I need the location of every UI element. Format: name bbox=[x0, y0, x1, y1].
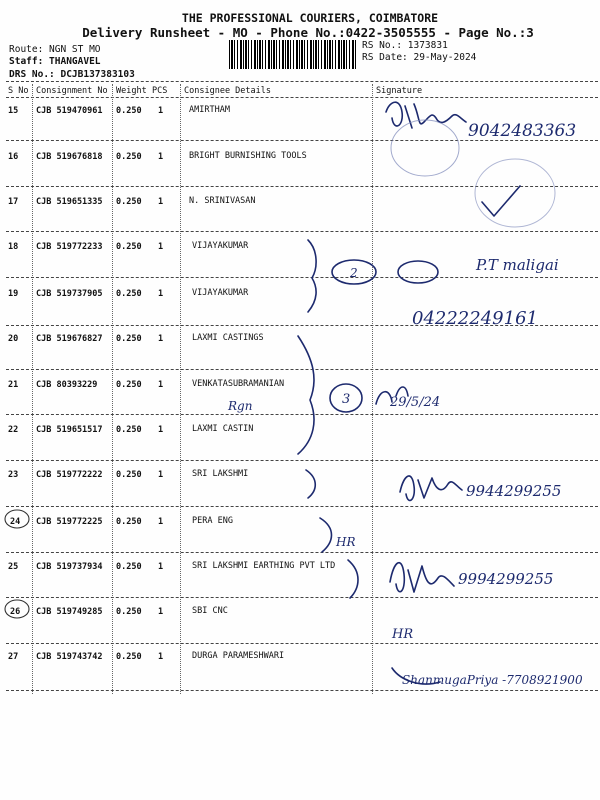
header-bottom-rule bbox=[6, 97, 598, 98]
handwritten-date: 29/5/24 bbox=[390, 395, 441, 410]
bracket-mark bbox=[320, 518, 332, 552]
row-consignee: LAXMI CASTINGS bbox=[192, 333, 264, 343]
handwritten-note: HR bbox=[392, 627, 414, 642]
row-sno: 22 bbox=[8, 425, 19, 435]
col-header-signature: Signature bbox=[376, 86, 423, 96]
row-consignee: SBI CNC bbox=[192, 606, 228, 616]
col-divider bbox=[32, 84, 33, 694]
row-sno: 19 bbox=[8, 289, 19, 299]
row-consignment: CJB 80393229 bbox=[36, 380, 98, 390]
stamp-icon bbox=[475, 159, 555, 227]
row-pcs: 1 bbox=[158, 470, 164, 480]
row-consignee: SRI LAKSHMI bbox=[192, 469, 249, 479]
row-divider bbox=[6, 231, 598, 232]
row-weight: 0.250 bbox=[116, 425, 142, 435]
row-consignment: CJB 519676827 bbox=[36, 334, 103, 344]
row-divider bbox=[6, 369, 598, 370]
row-consignee: DURGA PARAMESHWARI bbox=[192, 651, 285, 661]
bracket-mark bbox=[308, 240, 316, 312]
signature-scribble bbox=[400, 476, 462, 500]
row-divider bbox=[6, 597, 598, 598]
row-weight: 0.250 bbox=[116, 380, 142, 390]
handwritten-phone: 04222249161 bbox=[412, 308, 538, 329]
row-pcs: 1 bbox=[158, 289, 164, 299]
row-consignment: CJB 519772222 bbox=[36, 470, 103, 480]
circle-mark bbox=[332, 260, 376, 284]
col-header-pcs: PCS bbox=[152, 86, 168, 96]
row-weight: 0.250 bbox=[116, 334, 142, 344]
row-divider bbox=[6, 414, 598, 415]
row-sno: 21 bbox=[8, 380, 19, 390]
row-sno: 27 bbox=[8, 652, 19, 662]
col-header-sno: S No bbox=[8, 86, 29, 96]
row-consignment: CJB 519772233 bbox=[36, 242, 103, 252]
bracket-mark bbox=[348, 560, 358, 598]
row-pcs: 1 bbox=[158, 197, 164, 207]
bracket-mark bbox=[306, 470, 315, 498]
row-pcs: 1 bbox=[158, 607, 164, 617]
signature-scribble bbox=[392, 668, 440, 684]
row-consignee: VIJAYAKUMAR bbox=[192, 241, 249, 251]
handwritten-phone: 9042483363 bbox=[468, 121, 577, 141]
row-consignee: N. SRINIVASAN bbox=[189, 196, 256, 206]
barcode bbox=[229, 40, 357, 69]
header-top-rule bbox=[6, 81, 598, 82]
handwritten-count: 3 bbox=[342, 392, 351, 407]
row-pcs: 1 bbox=[158, 425, 164, 435]
company-title: THE PROFESSIONAL COURIERS, COIMBATORE bbox=[181, 11, 439, 25]
col-divider bbox=[112, 84, 113, 694]
col-header-consignment: Consignment No bbox=[36, 86, 108, 96]
col-divider bbox=[372, 84, 373, 694]
row-consignment: CJB 519470961 bbox=[36, 106, 103, 116]
circle-mark bbox=[398, 261, 438, 283]
signature-scribble bbox=[390, 563, 454, 592]
row-weight: 0.250 bbox=[116, 106, 142, 116]
row-consignment: CJB 519737905 bbox=[36, 289, 103, 299]
signature-scribble bbox=[386, 102, 466, 128]
row-divider bbox=[6, 506, 598, 507]
handwritten-note: P.T maligai bbox=[476, 256, 559, 274]
row-pcs: 1 bbox=[158, 380, 164, 390]
signature-scribble bbox=[376, 387, 408, 404]
check-mark-icon bbox=[482, 186, 520, 216]
row-pcs: 1 bbox=[158, 562, 164, 572]
row-sno: 20 bbox=[8, 334, 19, 344]
row-sno: 15 bbox=[8, 106, 19, 116]
row-consignee: AMIRTHAM bbox=[189, 105, 230, 115]
row-divider bbox=[6, 325, 598, 326]
col-header-weight: Weight bbox=[116, 86, 147, 96]
row-consignment: CJB 519737934 bbox=[36, 562, 103, 572]
route-label: Route: NGN ST MO bbox=[9, 44, 101, 55]
row-weight: 0.250 bbox=[116, 289, 142, 299]
drs-label: DRS No.: DCJB137383103 bbox=[9, 69, 135, 80]
row-weight: 0.250 bbox=[116, 197, 142, 207]
staff-label: Staff: THANGAVEL bbox=[9, 56, 101, 67]
row-weight: 0.250 bbox=[116, 242, 142, 252]
row-divider bbox=[6, 140, 598, 141]
row-consignment: CJB 519651335 bbox=[36, 197, 103, 207]
row-consignee: SRI LAKSHMI EARTHING PVT LTD bbox=[192, 561, 336, 571]
runsheet-title: Delivery Runsheet - MO - Phone No.:0422-3505555 - Page No.:3 bbox=[82, 25, 534, 40]
stamp-icon bbox=[391, 120, 459, 176]
row-consignment: CJB 519651517 bbox=[36, 425, 103, 435]
row-sno: 23 bbox=[8, 470, 19, 480]
row-pcs: 1 bbox=[158, 242, 164, 252]
handwritten-phone: 9944299255 bbox=[466, 482, 562, 500]
row-divider bbox=[6, 690, 598, 691]
row-sno: 18 bbox=[8, 242, 19, 252]
row-pcs: 1 bbox=[158, 334, 164, 344]
row-consignee: VIJAYAKUMAR bbox=[192, 288, 249, 298]
row-divider bbox=[6, 186, 598, 187]
row-consignee: BRIGHT BURNISHING TOOLS bbox=[189, 151, 307, 161]
row-weight: 0.250 bbox=[116, 517, 142, 527]
row-pcs: 1 bbox=[158, 652, 164, 662]
row-weight: 0.250 bbox=[116, 152, 142, 162]
row-consignment: CJB 519772225 bbox=[36, 517, 103, 527]
col-header-consignee: Consignee Details bbox=[184, 86, 271, 96]
row-sno: 25 bbox=[8, 562, 19, 572]
row-pcs: 1 bbox=[158, 106, 164, 116]
row-consignee: LAXMI CASTIN bbox=[192, 424, 254, 434]
row-sno: 24 bbox=[10, 517, 21, 527]
row-consignment: CJB 519749285 bbox=[36, 607, 103, 617]
bracket-mark bbox=[298, 336, 314, 454]
row-consignee: VENKATASUBRAMANIAN bbox=[192, 379, 285, 389]
handwritten-signature: ShanmugaPriya -7708921900 bbox=[402, 673, 583, 687]
handwritten-count: 2 bbox=[350, 266, 358, 280]
handwritten-phone: 9994299255 bbox=[458, 570, 554, 588]
row-sno: 26 bbox=[10, 607, 21, 617]
rs-number: RS No.: 1373831 bbox=[362, 40, 448, 51]
rs-date: RS Date: 29-May-2024 bbox=[362, 52, 477, 63]
row-pcs: 1 bbox=[158, 152, 164, 162]
col-divider bbox=[180, 84, 181, 694]
row-consignment: CJB 519676818 bbox=[36, 152, 103, 162]
row-divider bbox=[6, 460, 598, 461]
row-consignee: PERA ENG bbox=[192, 516, 233, 526]
row-weight: 0.250 bbox=[116, 607, 142, 617]
row-divider bbox=[6, 552, 598, 553]
circle-mark bbox=[330, 384, 362, 412]
row-weight: 0.250 bbox=[116, 562, 142, 572]
row-divider bbox=[6, 643, 598, 644]
row-weight: 0.250 bbox=[116, 652, 142, 662]
handwritten-note: HR bbox=[336, 535, 356, 549]
row-sno: 17 bbox=[8, 197, 19, 207]
row-sno: 16 bbox=[8, 152, 19, 162]
row-weight: 0.250 bbox=[116, 470, 142, 480]
handwritten-note: Rgn bbox=[228, 399, 253, 413]
row-divider bbox=[6, 277, 598, 278]
row-pcs: 1 bbox=[158, 517, 164, 527]
row-consignment: CJB 519743742 bbox=[36, 652, 103, 662]
